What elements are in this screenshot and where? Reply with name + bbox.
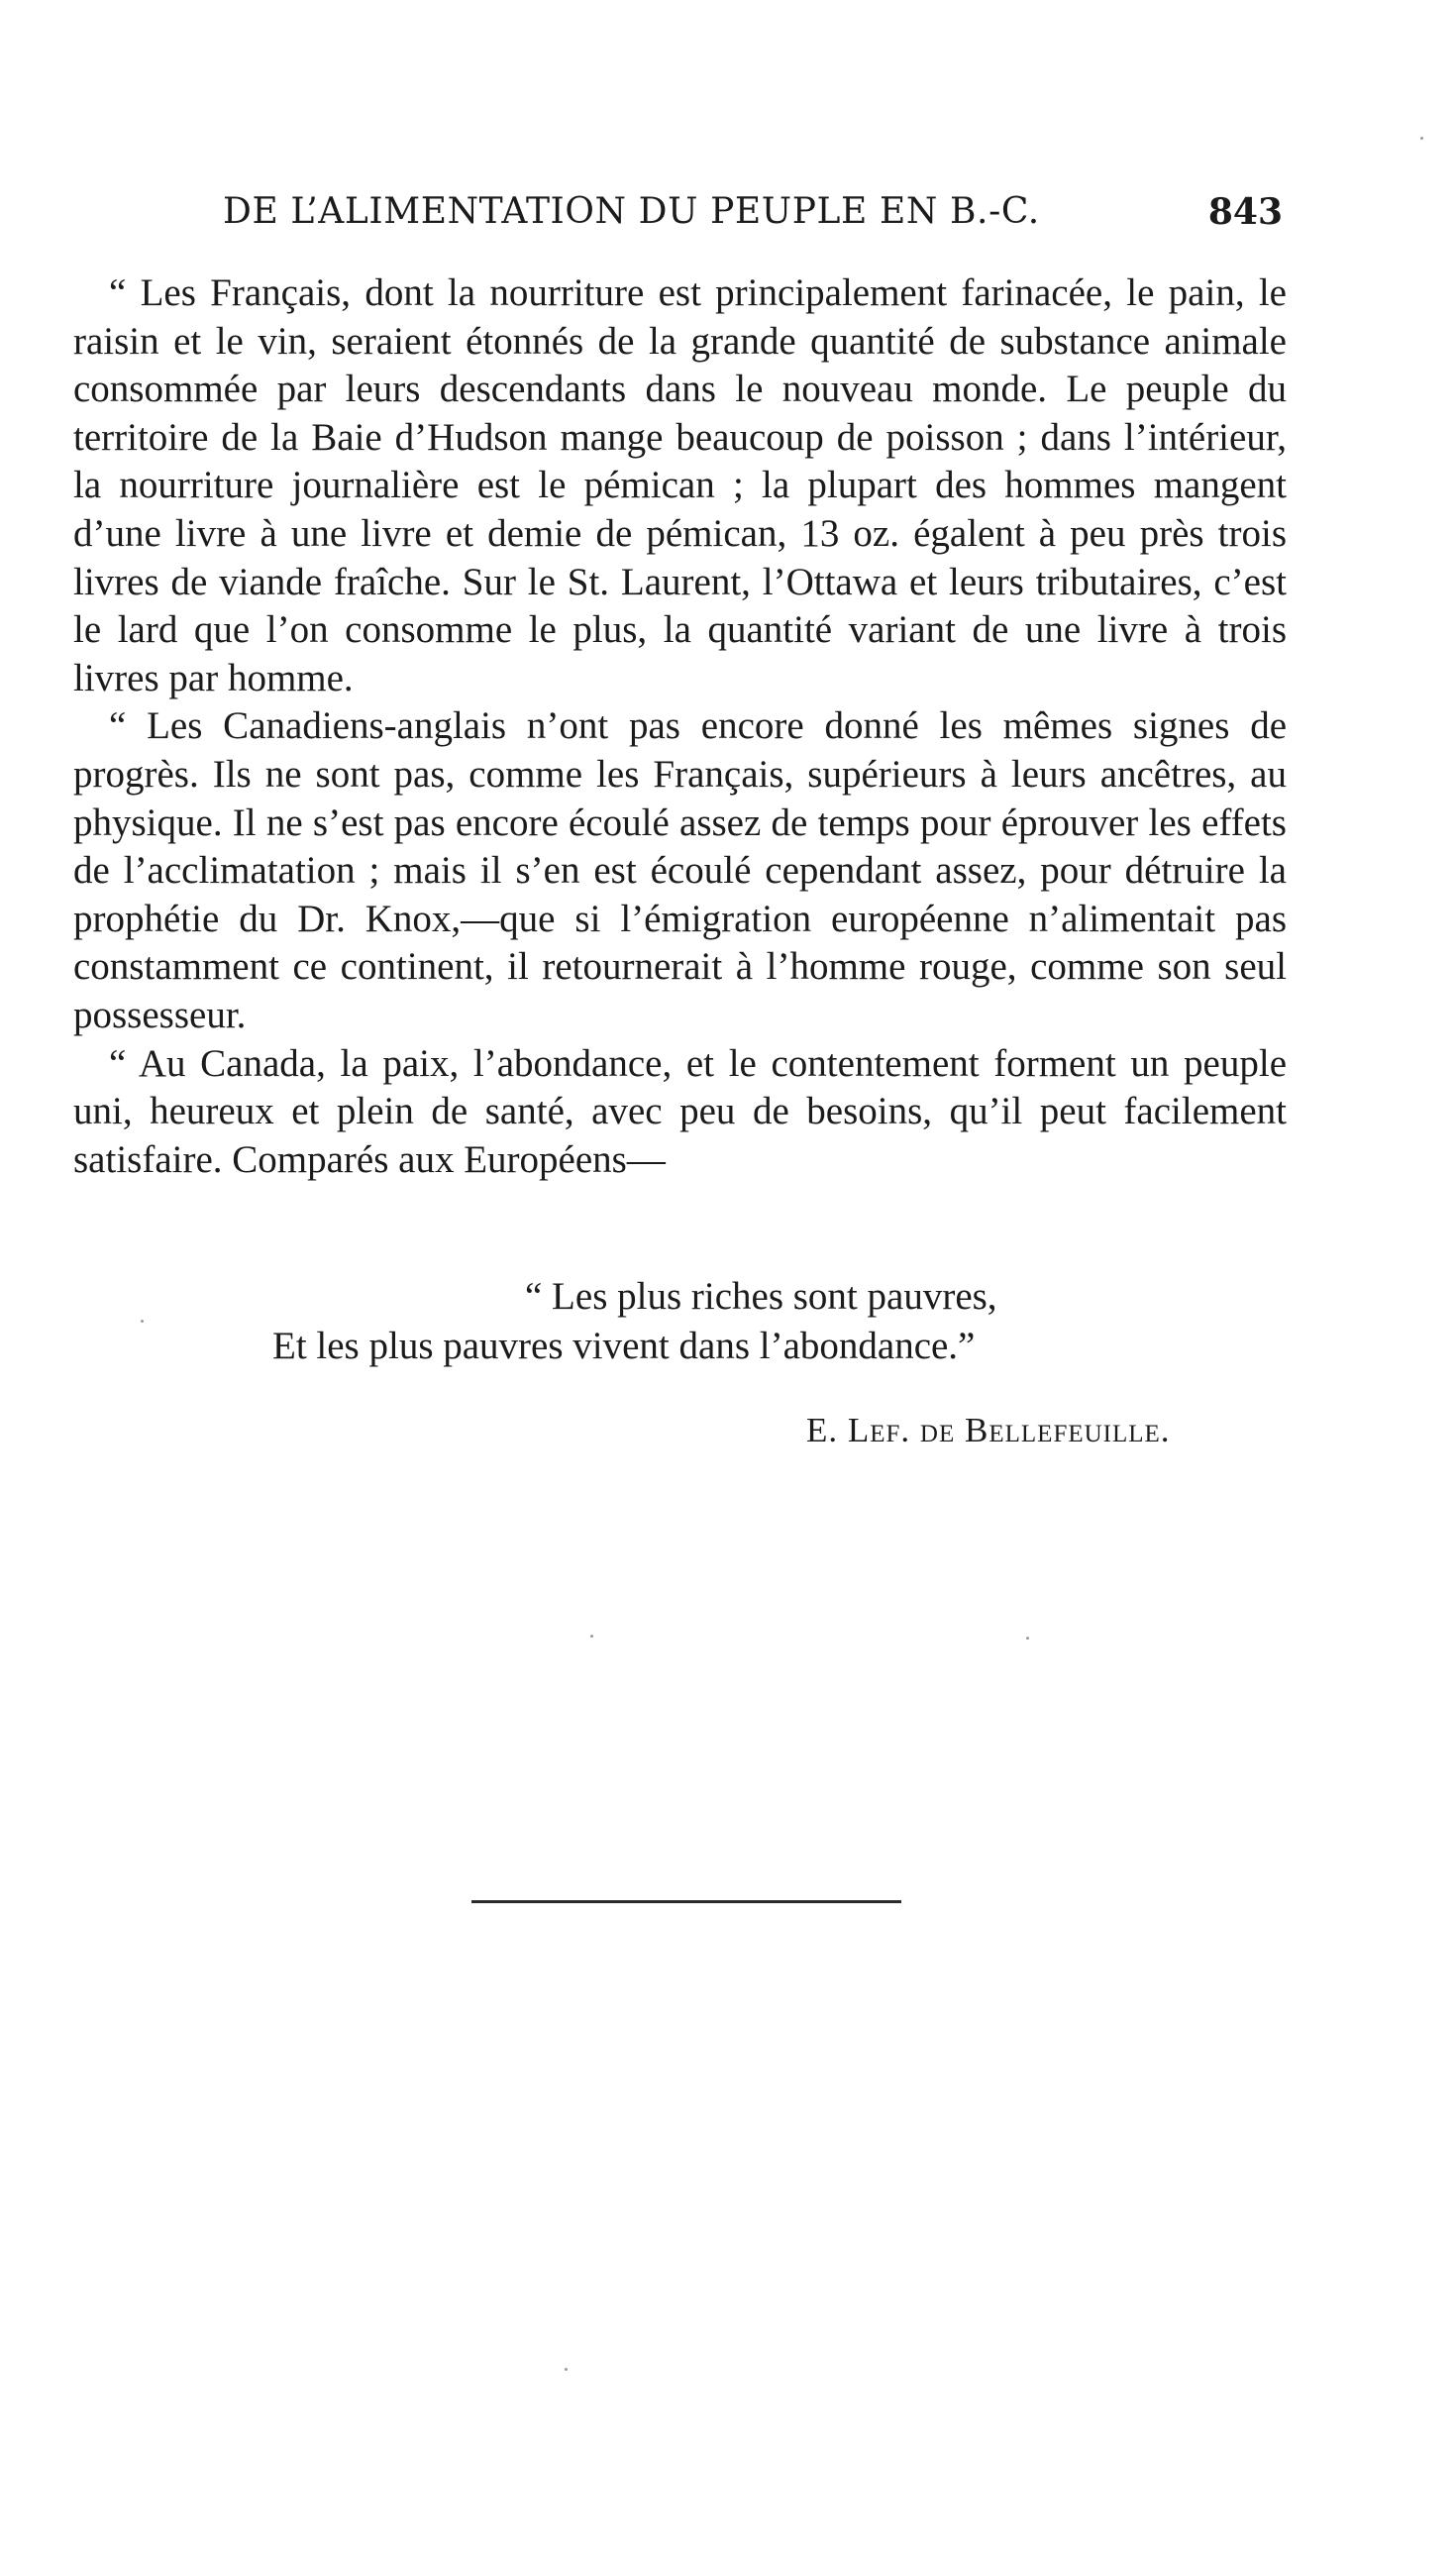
paper-speck [1026, 1637, 1029, 1640]
paper-speck [1420, 137, 1423, 140]
paper-speck [565, 2368, 568, 2371]
verse-line-2: Et les plus pauvres vivent dans l’abondance.” [272, 1325, 976, 1367]
verse-quotation [267, 1272, 1159, 1371]
paragraph-3: “ Au Canada, la paix, l’abondance, et le contentement forment un peuple uni, heureux et plein de santé, avec peu de besoins, qu’il peut facilement satisfaire. Comparés aux Européens— [73, 1041, 1287, 1181]
paragraph-2: “ Les Canadiens-anglais n’ont pas encore donné les mêmes signes de progrès. Ils ne sont pas, comme les Français, supérieurs à leurs ancêtres, au physique. Il ne s’est pas encore écoulé assez de temps pour éprouver les effets de l’acclimatation ; mais il s’en est écoulé cependant assez, pour détruire la prophétie du Dr. Knox,—que si l’émigration européenne n’alimentait pas constamment ce continent, il retournerait à l’homme rouge, comme son seul possesseur. [73, 704, 1287, 1036]
author-signature: E. Lef. de Bellefeuille. [806, 1411, 1171, 1449]
running-header [223, 190, 1283, 234]
paper-speck [590, 1635, 593, 1638]
page-number: 843 [1207, 191, 1283, 233]
end-rule-divider [471, 1900, 901, 1903]
running-title: DE L’ALIMENTATION DU PEUPLE EN B.-C. [223, 191, 1040, 232]
paper-speck [141, 1320, 144, 1323]
paragraph-1: “ Les Français, dont la nourriture est principalement farinacée, le pain, le raisin et le vin, seraient étonnés de la grande quantité de substance animale consommée par leurs descendants dans le nouveau monde. Le peuple du territoire de la Baie d’Hudson mange beaucoup de poisson ; dans l’intérieur, la nourriture journalière est le pémican ; la plupart des hommes mangent d’une livre à une livre et demie de pémican, 13 oz. égalent à peu près trois livres de viande fraîche. Sur le St. Laurent, l’Ottawa et leurs tributaires, c’est le lard que l’on consomme le plus, la quantité variant de une livre à trois livres par homme. [73, 271, 1287, 699]
body-text [73, 269, 1287, 1184]
verse-line-1: “ Les plus riches sont pauvres, [525, 1275, 997, 1318]
